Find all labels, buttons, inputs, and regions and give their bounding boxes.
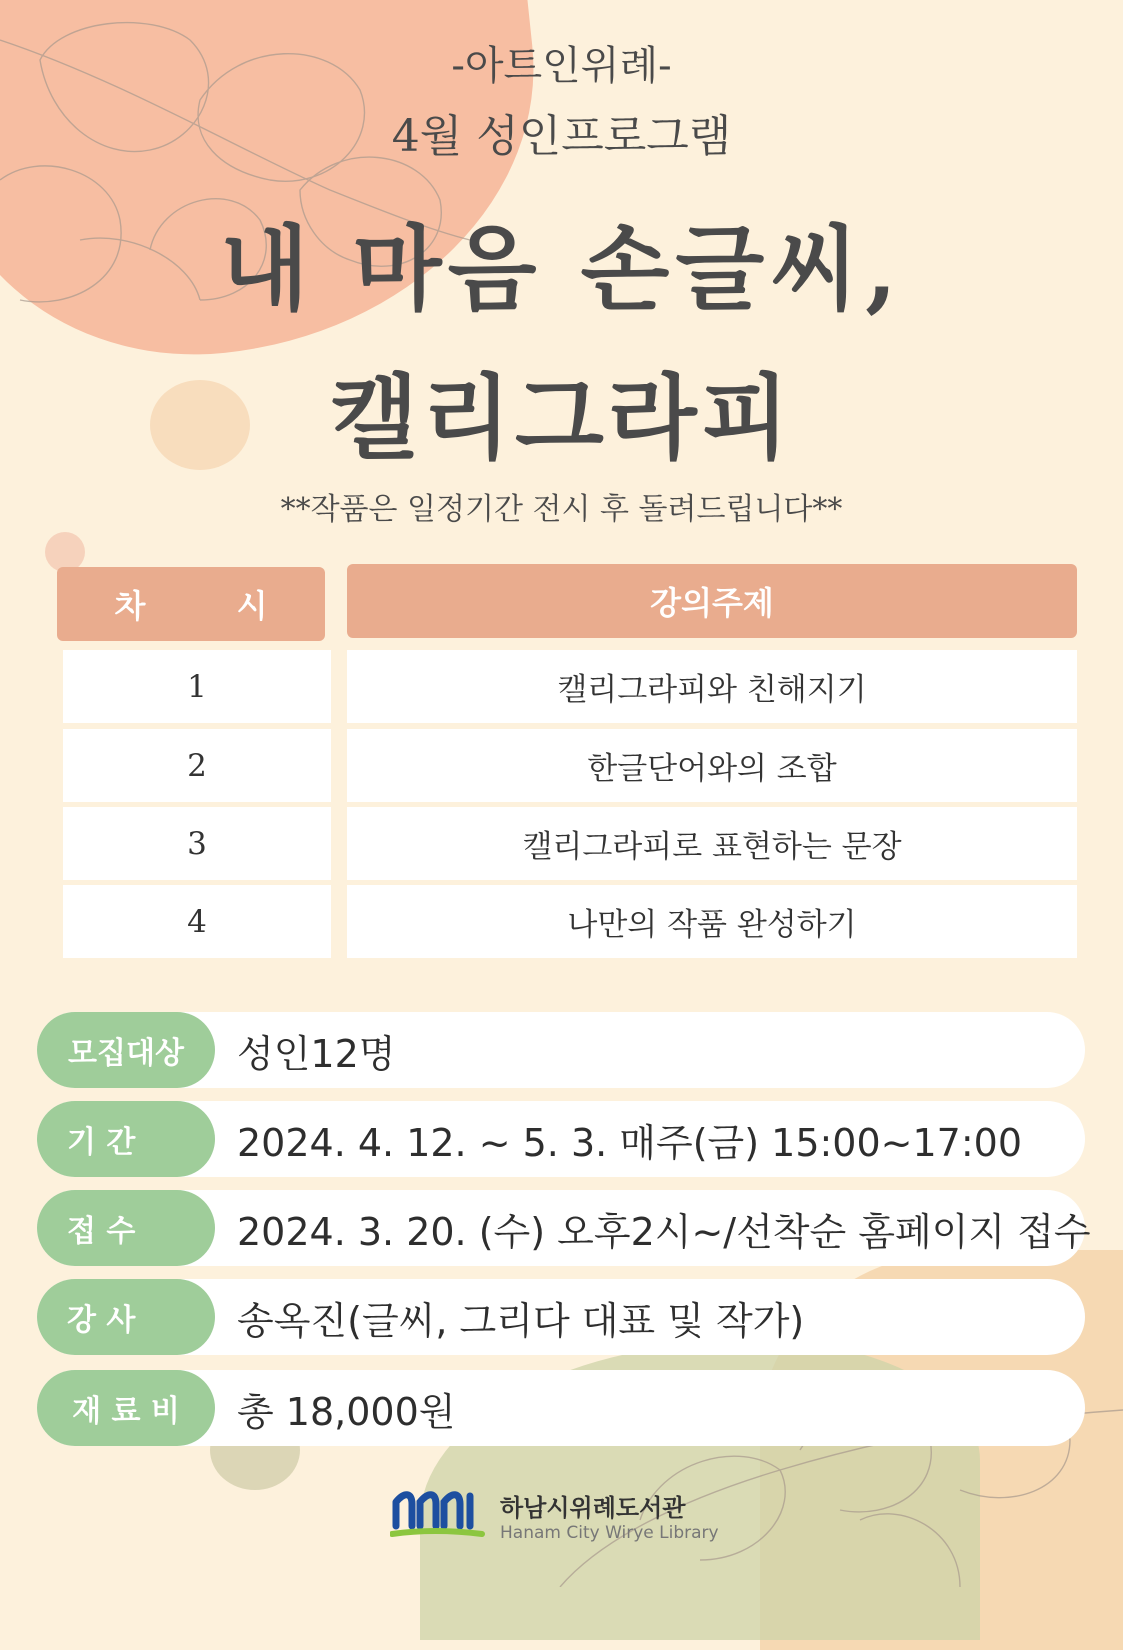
table-cell-session: 3 xyxy=(63,807,331,880)
program-series-label: -아트인위례- xyxy=(451,43,672,89)
info-label-material-fee: 재 료 비 xyxy=(37,1370,215,1446)
table-cell-topic: 나만의 작품 완성하기 xyxy=(347,885,1077,958)
info-label-registration: 접 수 xyxy=(37,1190,215,1266)
info-value-material-fee: 총 18,000원 xyxy=(237,1389,456,1434)
info-row-instructor xyxy=(37,1279,1085,1355)
table-cell-session: 2 xyxy=(63,729,331,802)
library-logo-icon xyxy=(390,1490,486,1542)
info-label-period: 기 간 xyxy=(37,1101,215,1177)
table-cell-topic: 캘리그라피와 친해지기 xyxy=(347,650,1077,723)
info-row-target xyxy=(37,1012,1085,1088)
info-label-instructor: 강 사 xyxy=(37,1279,215,1355)
library-name: 하남시위례도서관 xyxy=(500,1494,686,1522)
info-value-registration: 2024. 3. 20. (수) 오후2시~/선착순 홈페이지 접수 xyxy=(237,1209,1091,1254)
page-title-line-1: 내 마음 손글씨, xyxy=(219,215,904,323)
info-row-period xyxy=(37,1101,1085,1177)
program-month-label: 4월 성인프로그램 xyxy=(391,111,732,162)
table-header-topic: 강의주제 xyxy=(347,564,1077,638)
page-title-line-2: 캘리그라피 xyxy=(329,364,794,472)
info-value-instructor: 송옥진(글씨, 그리다 대표 및 작가) xyxy=(237,1298,805,1343)
table-cell-topic: 한글단어와의 조합 xyxy=(347,729,1077,802)
library-logo xyxy=(390,1488,719,1543)
exhibition-notice: **작품은 일정기간 전시 후 돌려드립니다** xyxy=(280,492,843,527)
info-row-registration xyxy=(37,1190,1091,1266)
info-row-material-fee xyxy=(37,1370,1085,1446)
table-cell-session: 1 xyxy=(63,650,331,723)
table-header-session: 차 시 xyxy=(57,567,325,641)
info-value-target: 성인12명 xyxy=(237,1031,396,1076)
info-label-target: 모집대상 xyxy=(37,1012,215,1088)
info-value-period: 2024. 4. 12. ~ 5. 3. 매주(금) 15:00~17:00 xyxy=(237,1120,1023,1165)
library-name-en: Hanam City Wirye Library xyxy=(500,1523,719,1543)
table-cell-topic: 캘리그라피로 표현하는 문장 xyxy=(347,807,1077,880)
table-cell-session: 4 xyxy=(63,885,331,958)
